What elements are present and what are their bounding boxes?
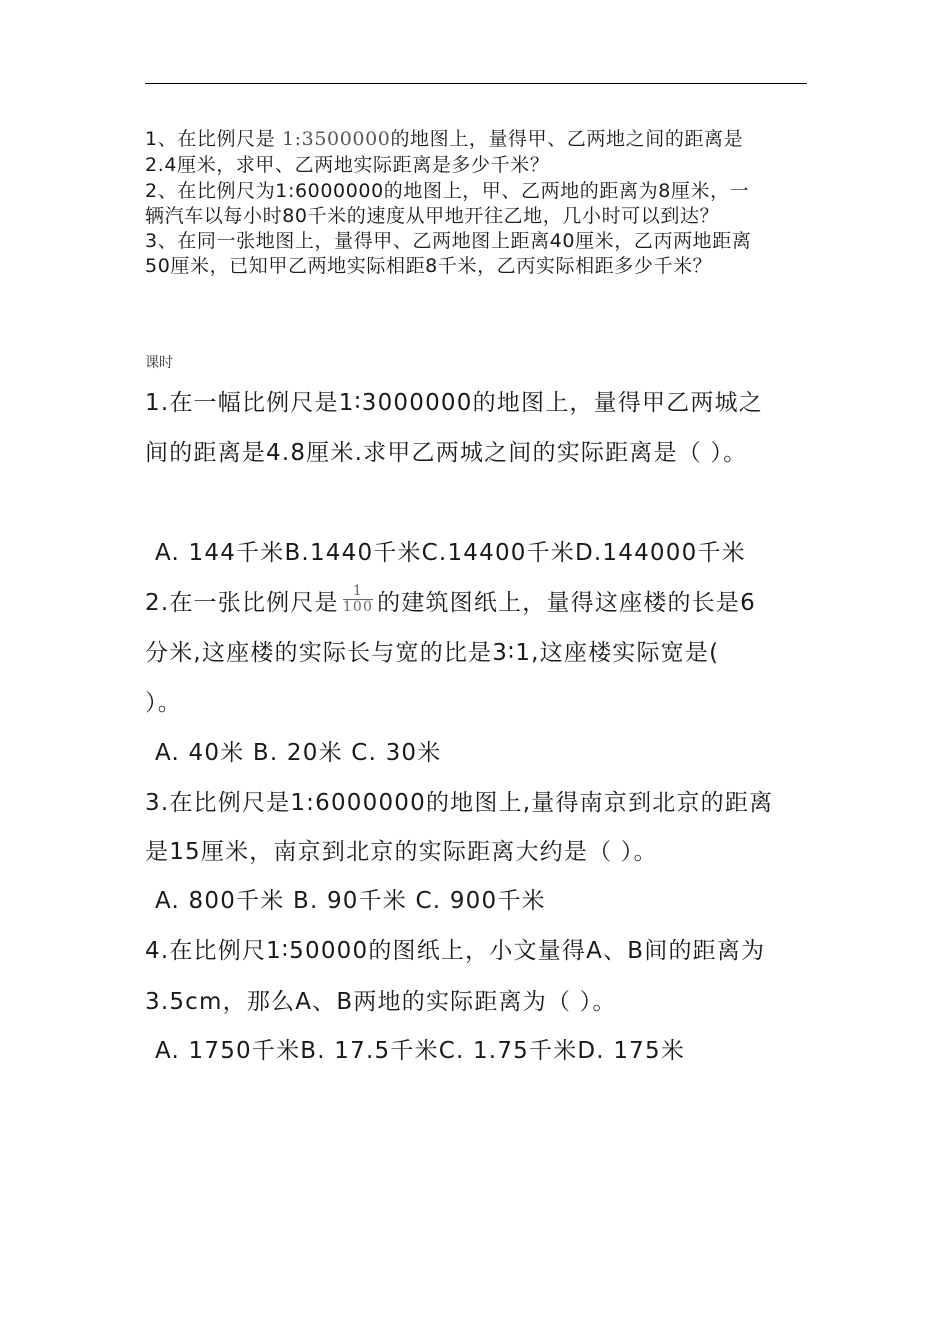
q3-options: A. 800千米 B. 90千米 C. 900千米 bbox=[155, 888, 546, 914]
q1-line-1: 1.在一幅比例尺是1∶3000000的地图上，量得甲乙两城之 bbox=[145, 390, 763, 416]
q3-line-1: 3.在比例尺是1:6000000的地图上,量得南京到北京的距离 bbox=[145, 790, 774, 816]
problem-1-text-end: 的地图上，量得甲、乙两地之间的距离是 bbox=[390, 128, 744, 150]
q4-line-1: 4.在比例尺1∶50000的图纸上，小文量得A、B间的距离为 bbox=[145, 938, 766, 964]
q2-text-end: 的建筑图纸上，量得这座楼的长是6 bbox=[377, 590, 756, 616]
q2-line-1 bbox=[145, 584, 756, 619]
problem-1-line-1 bbox=[145, 124, 743, 151]
fraction-denominator: 100 bbox=[342, 599, 374, 615]
q1-options: A. 144千米B.1440千米C.14400千米D.144000千米 bbox=[155, 540, 746, 566]
fraction-numerator: 1 bbox=[352, 583, 363, 600]
problem-2-line-2: 辆汽车以每小时80千米的速度从甲地开往乙地，几小时可以到达？ bbox=[145, 205, 720, 227]
problem-1-text-start: 1、在比例尺是 bbox=[145, 128, 282, 150]
q2-options: A. 40米 B. 20米 C. 30米 bbox=[155, 740, 442, 766]
problem-2-line-1: 2、在比例尺为1:6000000的地图上，甲、乙两地的距离为8厘米，一 bbox=[145, 180, 750, 202]
q2-text-start: 2.在一张比例尺是 bbox=[145, 590, 339, 616]
header-rule bbox=[145, 83, 807, 84]
problem-1-line-2: 2.4厘米，求甲、乙两地实际距离是多少千米？ bbox=[145, 154, 550, 176]
problem-1-scale: 1:3500000 bbox=[281, 128, 391, 150]
problem-3-line-1: 3、在同一张地图上，量得甲、乙两地图上距离40厘米，乙丙两地距离 bbox=[145, 230, 752, 252]
problem-3-line-2: 50厘米，已知甲乙两地实际相距8千米，乙丙实际相距多少千米？ bbox=[145, 255, 713, 277]
section-label: 课时 bbox=[145, 355, 173, 371]
q3-line-2: 是15厘米，南京到北京的实际距离大约是（ ）。 bbox=[145, 839, 658, 865]
q2-line-3: ）。 bbox=[145, 690, 182, 716]
q4-options: A. 1750千米B. 17.5千米C. 1.75千米D. 175米 bbox=[155, 1038, 686, 1064]
q2-line-2: 分米,这座楼的实际长与宽的比是3∶1,这座楼实际宽是( bbox=[145, 640, 720, 666]
q2-scale-fraction bbox=[343, 584, 373, 614]
q1-line-2: 间的距离是4.8厘米.求甲乙两城之间的实际距离是（ ）。 bbox=[145, 440, 748, 466]
q4-line-2: 3.5cm，那么A、B两地的实际距离为（ ）。 bbox=[145, 989, 617, 1015]
